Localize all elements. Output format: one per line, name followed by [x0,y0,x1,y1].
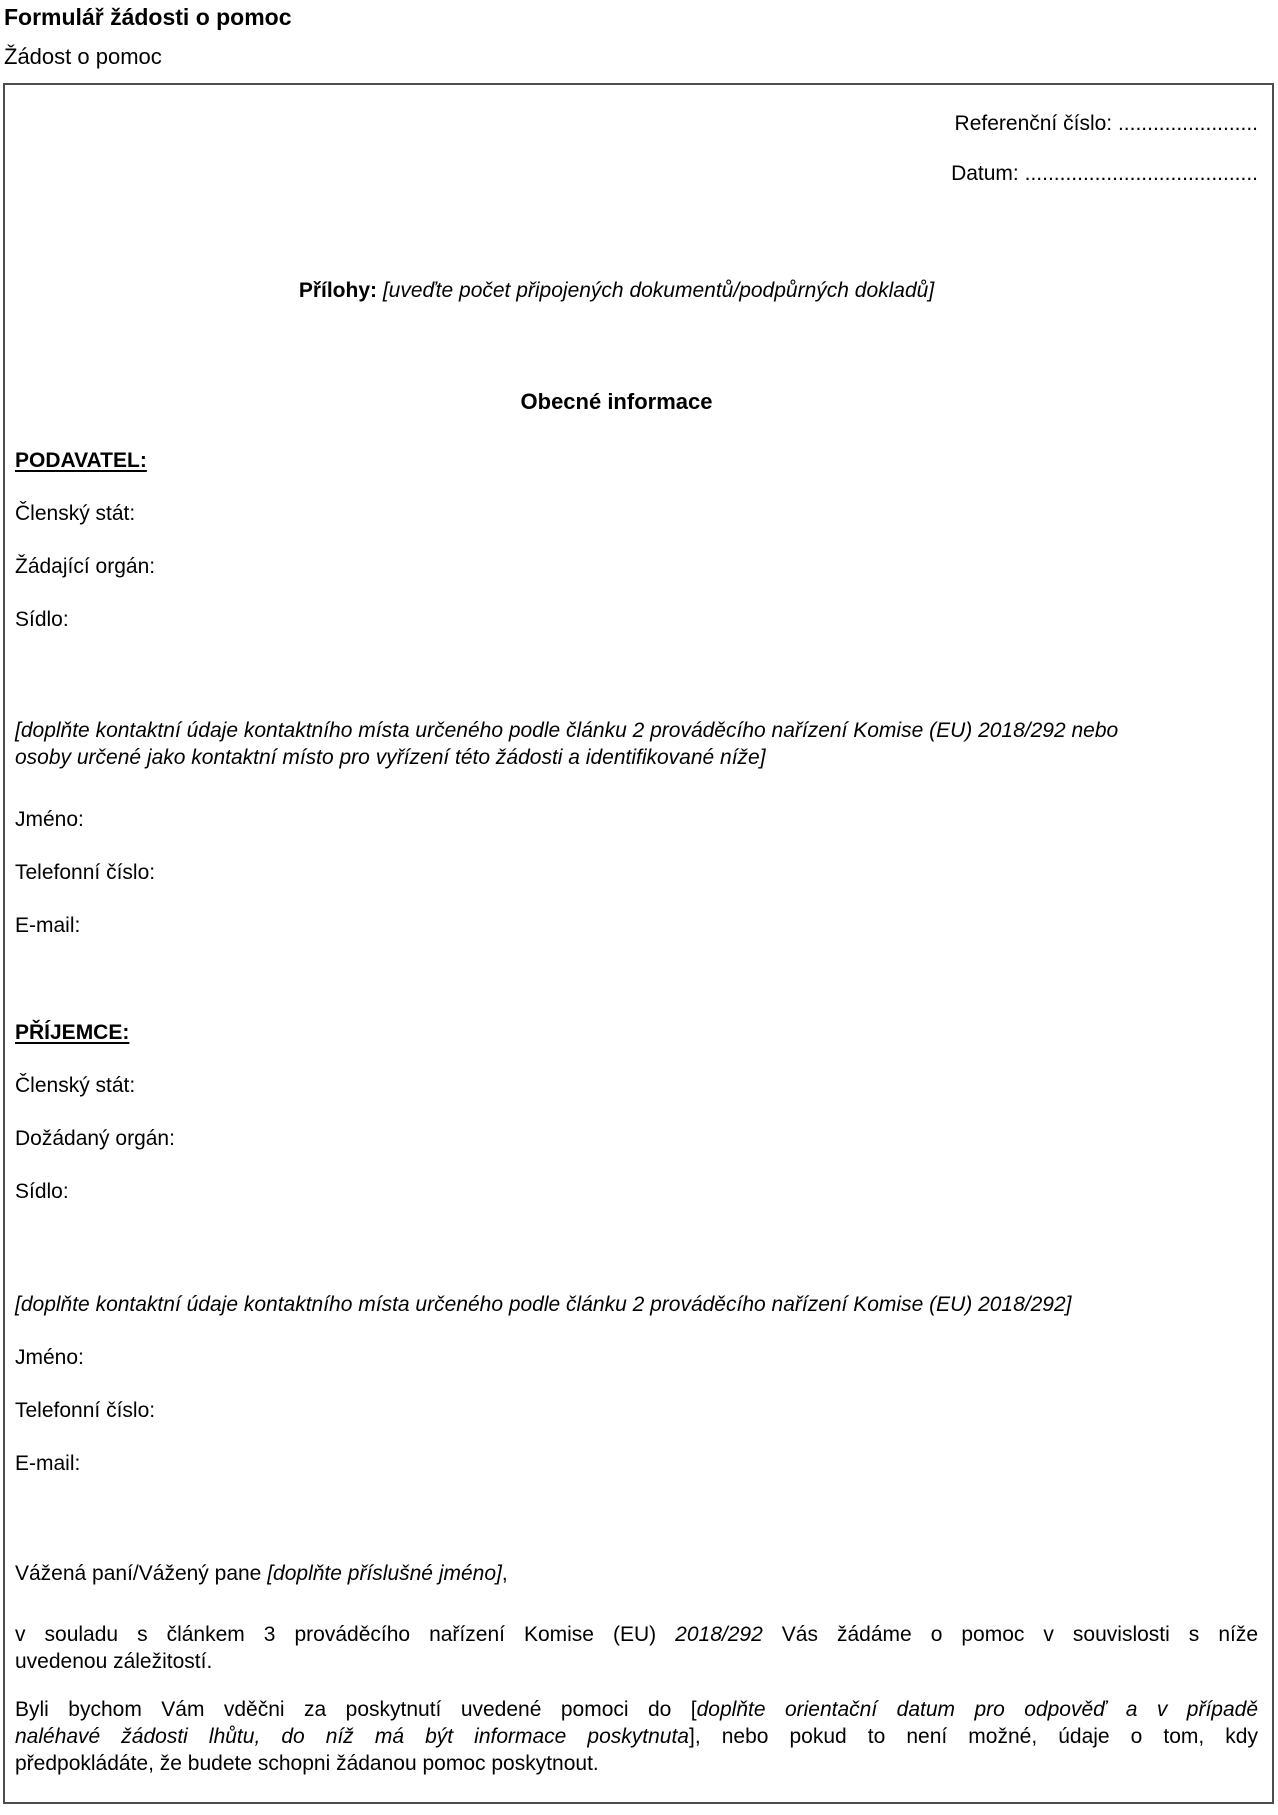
deadline-paragraph-line2: naléhavé žádosti lhůtu, do níž má být informace poskytnuta], nebo pokud to není možné, údaje o tom, kdy [15,1725,1258,1748]
general-information-heading: Obecné informace [520,389,713,414]
date-label: Datum: [951,162,1019,185]
recipient-email-label: E-mail: [15,1452,81,1475]
deadline-paragraph-line1: Byli bychom Vám vděčni za poskytnutí uvedené pomoci do [doplňte orientační datum pro odpověď a v případě [15,1698,1258,1721]
salutation-name-placeholder: [doplňte příslušné jméno] [267,1562,502,1585]
request-paragraph-line2: uvedenou záležitostí. [15,1650,213,1673]
reference-number-label: Referenční číslo: [954,112,1113,135]
request-paragraph [15,1621,1258,1675]
recipient-authority-label: Dožádaný orgán: [15,1127,175,1150]
deadline-paragraph-line3: předpokládáte, že budete schopni žádanou pomoc poskytnout. [15,1752,599,1775]
reference-number-line [15,111,1258,137]
applicant-address-label: Sídlo: [15,608,69,631]
applicant-contact-note [15,717,1258,771]
document-page [0,4,1278,1804]
recipient-contact-note: [doplňte kontaktní údaje kontaktního místa určeného podle článku 2 prováděcího nařízení Komise (EU) 2018/292] [15,1293,1072,1316]
applicant-authority-label: Žádající orgán: [15,555,156,578]
recipient-phone-label: Telefonní číslo: [15,1399,156,1422]
request-paragraph-line1: v souladu s článkem 3 prováděcího nařízení Komise (EU) 2018/292 Vás žádáme o pomoc v souvislosti s níže [15,1623,1259,1646]
recipient-member-state-label: Členský stát: [15,1074,136,1097]
applicant-contact-note-line1: [doplňte kontaktní údaje kontaktního místa určeného podle článku 2 prováděcího nařízení Komise (EU) 2018/292 nebo [15,719,1119,742]
applicant-contact-note-line2: osoby určené jako kontaktní místo pro vyřízení této žádosti a identifikované níže] [15,746,766,769]
attachments-label: Přílohy: [298,279,377,302]
applicant-section-heading: PODAVATEL: [15,449,147,472]
applicant-name-label: Jméno: [15,808,84,831]
applicant-phone-label: Telefonní číslo: [15,861,156,884]
date-line [15,161,1258,187]
recipient-name-label: Jméno: [15,1346,84,1369]
salutation-line [15,1561,1258,1587]
applicant-email-label: E-mail: [15,914,81,937]
attachments-note: [uveďte počet připojených dokumentů/podpůrných dokladů] [382,279,935,302]
reference-number-blank: ........................ [1117,112,1258,135]
salutation-prefix: Vážená paní/Vážený pane [15,1562,268,1585]
date-blank: ........................................ [1024,162,1258,185]
deadline-paragraph [15,1696,1258,1777]
recipient-section-heading: PŘÍJEMCE: [15,1021,130,1044]
document-title: Formulář žádosti o pomoc [4,4,292,30]
salutation-suffix: , [501,1562,508,1585]
document-subtitle: Žádost o pomoc [4,44,162,69]
applicant-member-state-label: Členský stát: [15,502,136,525]
attachments-line [15,278,1218,304]
form-box [3,83,1274,1804]
recipient-address-label: Sídlo: [15,1180,69,1203]
